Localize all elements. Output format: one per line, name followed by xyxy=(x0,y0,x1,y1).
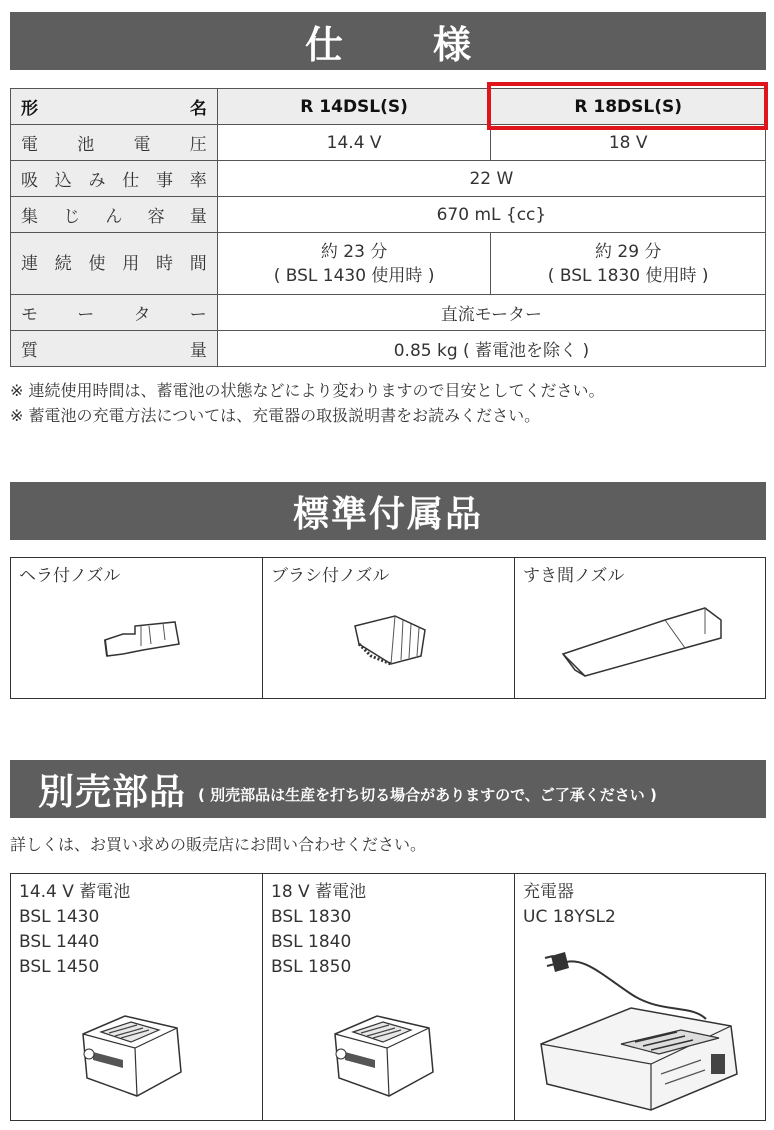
runtime-value-2 xyxy=(491,233,766,295)
label-char: ん xyxy=(105,207,123,227)
item-model: BSL 1830 xyxy=(271,907,352,927)
label-char: モ xyxy=(21,305,38,325)
accessory-brush-nozzle xyxy=(263,558,515,698)
motor-label xyxy=(11,295,218,331)
runtime-1-main: 約 23 分 xyxy=(320,241,388,262)
voltage-value-2: 18 V xyxy=(491,125,766,161)
label-char: 集 xyxy=(21,207,38,227)
spec-banner: 仕 様 xyxy=(10,12,766,70)
item-model: BSL 1850 xyxy=(271,957,352,977)
label-char: 込 xyxy=(54,171,72,191)
charger-icon xyxy=(531,934,751,1114)
optional-parts-title: 別売部品 xyxy=(38,771,187,813)
optional-parts-grid xyxy=(10,873,766,1121)
label-char: 池 xyxy=(77,135,95,155)
model-2: R 18DSL(S) xyxy=(491,89,766,125)
label-char: 圧 xyxy=(189,135,207,155)
item-model: BSL 1440 xyxy=(19,932,100,952)
label-char: 率 xyxy=(189,171,207,191)
power-label xyxy=(11,161,218,197)
accessory-spatula-nozzle xyxy=(11,558,263,698)
optional-charger xyxy=(515,874,767,1120)
optional-battery-18v xyxy=(263,874,515,1120)
spatula-nozzle-icon xyxy=(93,610,193,670)
item-title: 18 V 蓄電池 xyxy=(271,882,367,902)
accessory-label: ブラシ付ノズル xyxy=(271,566,390,586)
optional-parts-banner xyxy=(10,760,766,818)
spec-row-power xyxy=(11,161,766,197)
label-char: 量 xyxy=(189,341,207,361)
optional-battery-14v xyxy=(11,874,263,1120)
label-char: 質 xyxy=(21,341,38,361)
motor-value: 直流モーター xyxy=(217,295,765,331)
voltage-label xyxy=(11,125,218,161)
label-char: 事 xyxy=(156,171,173,191)
power-value: 22 W xyxy=(217,161,765,197)
accessory-crevice-nozzle xyxy=(515,558,767,698)
optional-parts-note: ( 別売部品は生産を打ち切る場合がありますので、ご了承ください ) xyxy=(198,785,657,804)
label-char: 連 xyxy=(21,253,38,274)
item-model: BSL 1450 xyxy=(19,957,100,977)
label-char: 仕 xyxy=(122,171,140,191)
spec-notes xyxy=(10,378,605,428)
runtime-value-1 xyxy=(217,233,491,295)
item-title: 充電器 xyxy=(523,882,574,902)
spec-row-motor xyxy=(11,295,766,331)
label-char: 吸 xyxy=(21,171,38,191)
label-char: じ xyxy=(63,207,81,227)
item-model: BSL 1430 xyxy=(19,907,100,927)
spec-row-runtime xyxy=(11,233,766,295)
label-char: 名 xyxy=(189,99,207,119)
note-runtime: ※ 連続使用時間は、蓄電池の状態などにより変わりますので目安としてください。 xyxy=(10,381,605,400)
label-char: 電 xyxy=(21,135,38,155)
runtime-2-main: 約 29 分 xyxy=(594,241,662,262)
accessory-label: ヘラ付ノズル xyxy=(19,566,121,586)
label-char: ー xyxy=(189,305,207,325)
item-model: UC 18YSL2 xyxy=(523,907,616,927)
label-char: 時 xyxy=(156,253,173,274)
capacity-label xyxy=(11,197,218,233)
label-char: 使 xyxy=(88,253,106,274)
accessories-banner: 標準付属品 xyxy=(10,482,766,540)
label-char: 用 xyxy=(122,253,140,274)
note-charging: ※ 蓄電池の充電方法については、充電器の取扱説明書をお読みください。 xyxy=(10,406,541,425)
item-title: 14.4 V 蓄電池 xyxy=(19,882,131,902)
brush-nozzle-icon xyxy=(345,604,445,674)
model-label xyxy=(11,89,218,125)
label-char: 間 xyxy=(189,253,207,274)
runtime-2-note: ( BSL 1830 使用時 ) xyxy=(547,265,709,286)
label-char: 容 xyxy=(147,207,165,227)
model-2-highlight xyxy=(487,82,768,130)
label-char: 量 xyxy=(189,207,207,227)
battery-icon xyxy=(73,1002,193,1102)
optional-parts-lead: 詳しくは、お買い求めの販売店にお問い合わせください。 xyxy=(10,835,427,854)
label-char: ー xyxy=(77,305,95,325)
battery-icon xyxy=(325,1002,445,1102)
voltage-value-1: 14.4 V xyxy=(217,125,491,161)
label-char: タ xyxy=(133,305,151,325)
spec-row-capacity xyxy=(11,197,766,233)
accessory-label: すき間ノズル xyxy=(523,566,625,586)
runtime-1-note: ( BSL 1430 使用時 ) xyxy=(273,265,435,286)
runtime-label xyxy=(11,233,218,295)
label-char: 形 xyxy=(21,99,38,119)
weight-label xyxy=(11,331,218,367)
model-1: R 14DSL(S) xyxy=(217,89,491,125)
capacity-value: 670 mL {cc} xyxy=(217,197,765,233)
spec-row-weight xyxy=(11,331,766,367)
crevice-nozzle-icon xyxy=(555,594,725,684)
weight-value: 0.85 kg ( 蓄電池を除く ) xyxy=(217,331,765,367)
label-char: 続 xyxy=(54,253,72,274)
label-char: 電 xyxy=(133,135,151,155)
item-model: BSL 1840 xyxy=(271,932,352,952)
label-char: み xyxy=(88,171,106,191)
accessories-grid xyxy=(10,557,766,699)
